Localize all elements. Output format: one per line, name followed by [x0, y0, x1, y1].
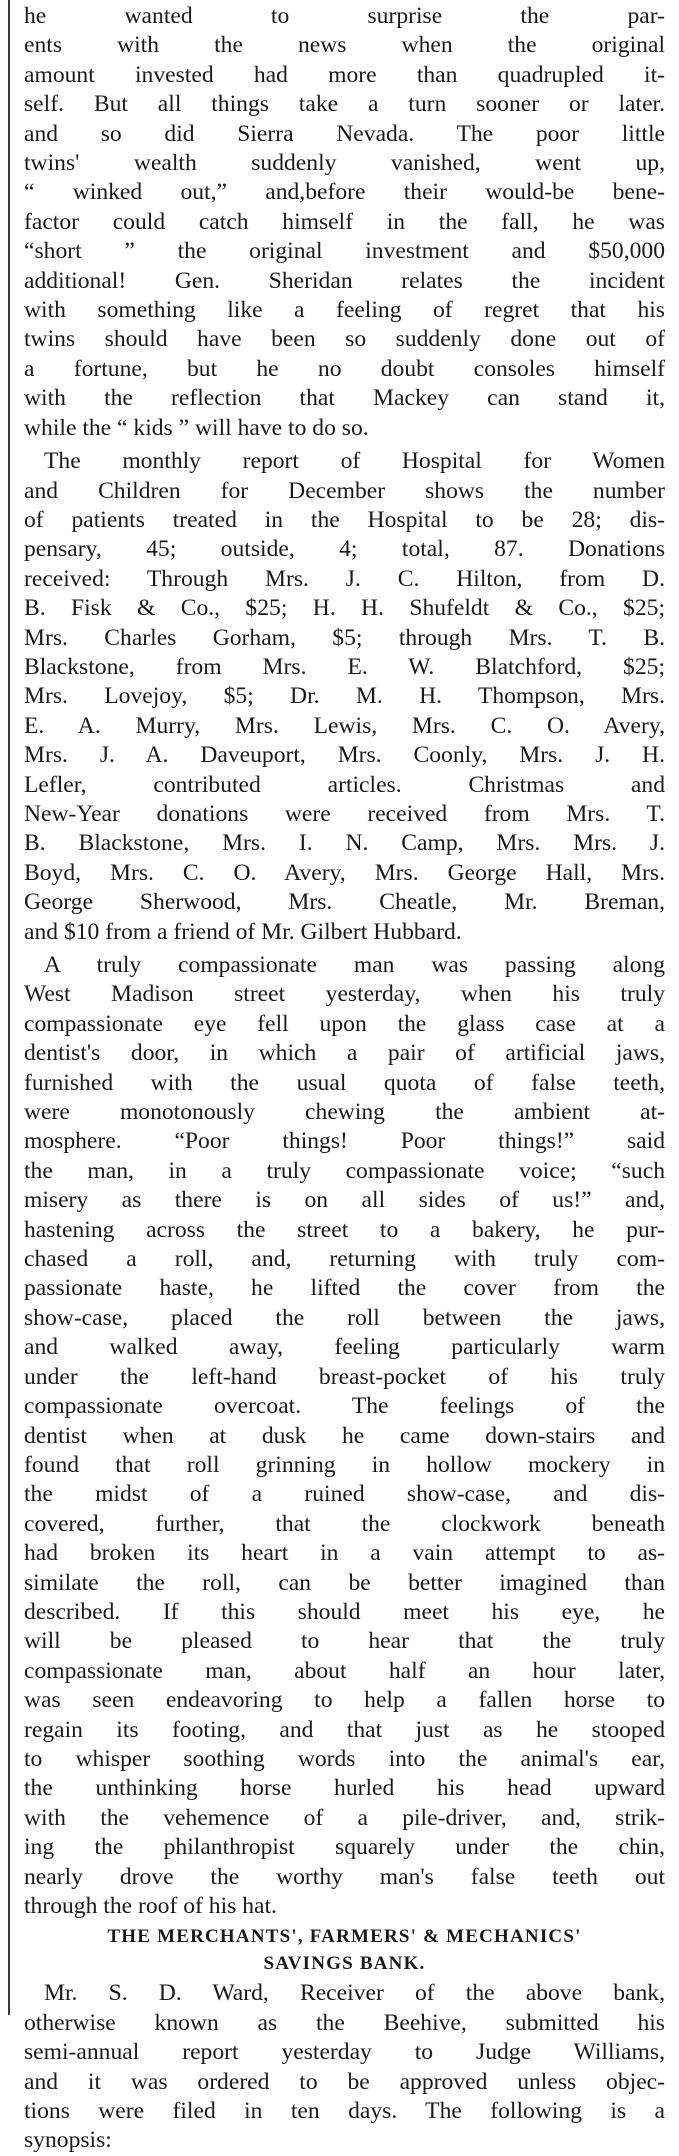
text-line: “ winked out,” and,before their would-be bene- — [24, 179, 665, 206]
text-line: dentist's door, in which a pair of artificial jaws, — [24, 1040, 665, 1067]
text-line: twins should have been so suddenly done out of — [24, 326, 665, 353]
text-line: twins' wealth suddenly vanished, went up, — [24, 150, 665, 177]
text-line: ents with the news when the original — [24, 32, 665, 59]
text-line: compassionate man, about half an hour later, — [24, 1657, 665, 1684]
text-line: Mrs. Lovejoy, $5; Dr. M. H. Thompson, Mrs. — [24, 683, 665, 710]
text-line: regain its footing, and that just as he stooped — [24, 1716, 665, 1743]
text-line: Lefler, contributed articles. Christmas and — [24, 771, 665, 798]
text-line: had broken its heart in a vain attempt to as- — [24, 1540, 665, 1567]
text-line: with the vehemence of a pile-driver, and, strik- — [24, 1804, 665, 1831]
text-line: Blackstone, from Mrs. E. W. Blatchford, $25; — [24, 653, 665, 680]
paragraph-bank-report — [24, 2009, 665, 2156]
text-line: Mrs. Charles Gorham, $5; through Mrs. T. B. — [24, 624, 665, 651]
text-line: E. A. Murry, Mrs. Lewis, Mrs. C. O. Avery, — [24, 712, 665, 739]
text-line: Mr. S. D. Ward, Receiver of the above bank, — [44, 1980, 665, 2007]
paragraph-hospital-report — [24, 447, 665, 476]
paragraph-hospital-report-body — [24, 477, 665, 948]
text-line: the unthinking horse hurled his head upward — [24, 1775, 665, 1802]
text-line: the man, in a truly compassionate voice; “such — [24, 1157, 665, 1184]
text-line: amount invested had more than quadrupled it- — [24, 61, 665, 88]
text-line: “short ” the original investment and $50,000 — [24, 238, 665, 265]
text-line: were monotonously chewing the ambient at- — [24, 1099, 665, 1126]
text-line: synopsis: — [24, 2127, 112, 2154]
text-line: chased a roll, and, returning with truly com- — [24, 1246, 665, 1273]
text-line: and Children for December shows the number — [24, 477, 665, 504]
text-line: furnished with the usual quota of false teeth, — [24, 1069, 665, 1096]
text-line: misery as there is on all sides of us!” and, — [24, 1187, 665, 1214]
text-line: he wanted to surprise the par- — [24, 3, 665, 29]
text-line: self. But all things take a turn sooner or later. — [24, 91, 665, 118]
text-line: compassionate overcoat. The feelings of the — [24, 1393, 665, 1420]
text-line: passionate haste, he lifted the cover from the — [24, 1275, 665, 1302]
text-line: was seen endeavoring to help a fallen horse to — [24, 1687, 665, 1714]
text-line: hastening across the street to a bakery, he pur- — [24, 1216, 665, 1243]
text-line: semi-annual report yesterday to Judge Williams, — [24, 2039, 665, 2066]
text-line: dentist when at dusk he came down-stairs and — [24, 1422, 665, 1449]
text-line: nearly drove the worthy man's false teeth out — [24, 1863, 665, 1890]
text-line: of patients treated in the Hospital to be 28; dis- — [24, 506, 665, 533]
text-line: B. Blackstone, Mrs. I. N. Camp, Mrs. Mrs. J. — [24, 830, 665, 857]
text-line: with the reflection that Mackey can stand it, — [24, 385, 665, 412]
paragraph-bank-report-first — [24, 1979, 665, 2008]
text-line: compassionate eye fell upon the glass case at a — [24, 1010, 665, 1037]
text-line: Mrs. J. A. Daveuport, Mrs. Coonly, Mrs. J. H. — [24, 742, 665, 769]
text-line: pensary, 45; outside, 4; total, 87. Donations — [24, 536, 665, 563]
text-line: described. If this should meet his eye, he — [24, 1598, 665, 1625]
text-line: Boyd, Mrs. C. O. Avery, Mrs. George Hall, Mrs. — [24, 859, 665, 886]
text-line: otherwise known as the Beehive, submitted his — [24, 2009, 665, 2036]
text-line: B. Fisk & Co., $25; H. H. Shufeldt & Co., $25; — [24, 595, 665, 622]
text-line: and $10 from a friend of Mr. Gilbert Hubbard. — [24, 918, 462, 945]
section-subheading: SAVINGS BANK. — [263, 1953, 426, 1975]
paragraph-compassionate-man-first — [24, 951, 665, 980]
section-heading: THE MERCHANTS', FARMERS' & MECHANICS' — [107, 1926, 582, 1948]
text-line: and it was ordered to be approved unless objec- — [24, 2068, 665, 2095]
text-line: tions were filed in ten days. The following is a — [24, 2098, 665, 2125]
text-line: with something like a feeling of regret that his — [24, 297, 665, 324]
text-line: West Madison street yesterday, when his truly — [24, 981, 665, 1008]
text-line: while the “ kids ” will have to do so. — [24, 414, 369, 441]
text-line: George Sherwood, Mrs. Cheatle, Mr. Breman, — [24, 889, 665, 916]
text-line: A truly compassionate man was passing along — [44, 952, 665, 978]
text-line: The monthly report of Hospital for Women — [44, 448, 665, 475]
text-line: through the roof of his hat. — [24, 1893, 277, 1919]
text-line: New-Year donations were received from Mrs. T. — [24, 800, 665, 827]
text-line: and walked away, feeling particularly warm — [24, 1334, 665, 1361]
text-line: will be pleased to hear that the truly — [24, 1628, 665, 1655]
text-line: similate the roll, can be better imagined than — [24, 1569, 665, 1596]
text-line: the midst of a ruined show-case, and dis- — [24, 1481, 665, 1508]
text-line: and so did Sierra Nevada. The poor little — [24, 120, 665, 147]
text-line: show-case, placed the roll between the jaws, — [24, 1304, 665, 1331]
text-line: a fortune, but he no doubt consoles himself — [24, 355, 665, 382]
text-line: ing the philanthropist squarely under the chin, — [24, 1834, 665, 1861]
text-line: under the left-hand breast-pocket of his truly — [24, 1363, 665, 1390]
paragraph-sheridan-twins — [24, 2, 665, 443]
text-line: found that roll grinning in hollow mockery in — [24, 1451, 665, 1478]
text-line: factor could catch himself in the fall, he was — [24, 208, 665, 235]
text-line: covered, further, that the clockwork beneath — [24, 1510, 665, 1537]
text-line: additional! Gen. Sheridan relates the incident — [24, 267, 665, 294]
text-line: received: Through Mrs. J. C. Hilton, from D. — [24, 565, 665, 592]
text-line: to whisper soothing words into the animal's ear, — [24, 1745, 665, 1772]
text-line: mosphere. “Poor things! Poor things!” said — [24, 1128, 665, 1155]
paragraph-compassionate-man — [24, 980, 665, 1921]
